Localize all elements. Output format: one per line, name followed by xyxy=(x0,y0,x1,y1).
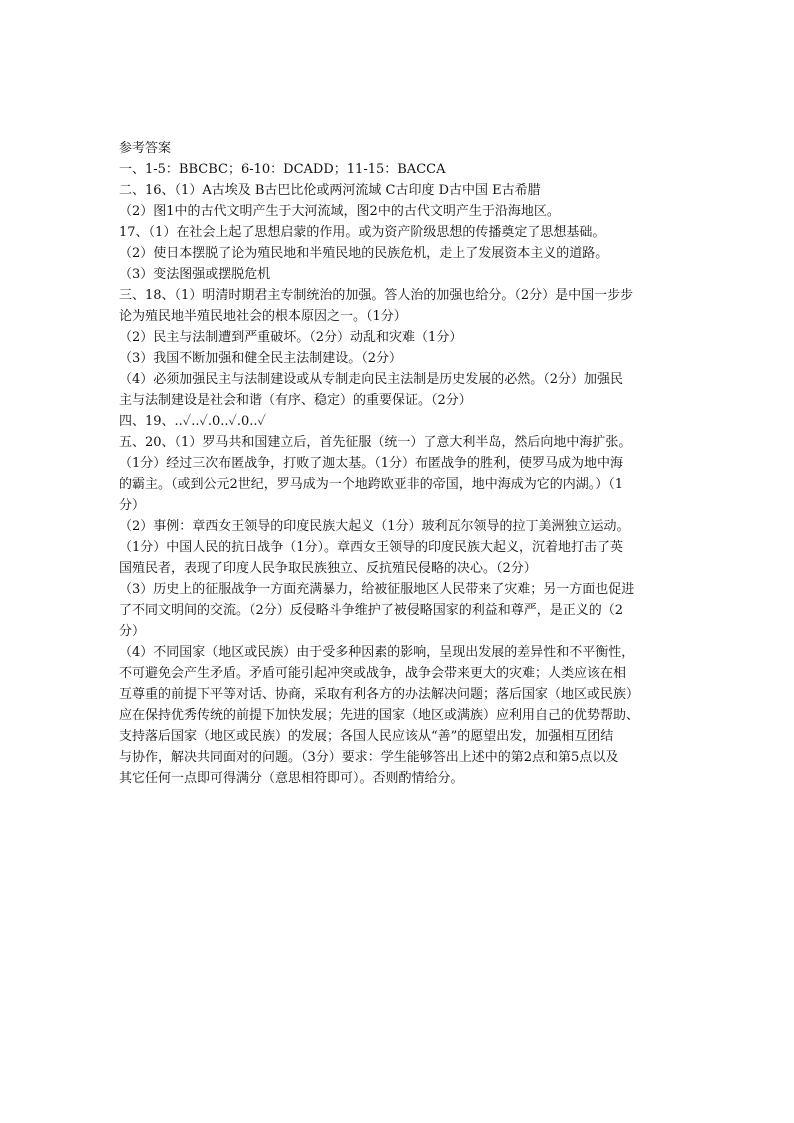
answer-line: 三、18、（1）明清时期君主专制统治的加强。答人治的加强也给分。（2分）是中国一步步 xyxy=(119,288,634,303)
answer-line: （2）使日本摆脱了论为殖民地和半殖民地的民族危机，走上了发展资本主义的道路。 xyxy=(119,246,609,261)
answer-line: 17、（1）在社会上起了思想启蒙的作用。或为资产阶级思想的传播奠定了思想基础。 xyxy=(119,225,606,240)
answer-line: 的霸主。（或到公元2世纪，罗马成为一个地跨欧亚非的帝国，地中海成为它的内湖。）（1 xyxy=(119,477,624,492)
answer-line: （4）不同国家（地区或民族）由于受多种因素的影响，呈现出发展的差异性和不平衡性， xyxy=(119,645,635,660)
answer-line: 了不同文明间的交流。（2分）反侵略斗争维护了被侵略国家的利益和尊严，是正义的（2 xyxy=(119,603,624,618)
answer-line: （3）变法图强或摆脱危机 xyxy=(119,267,271,282)
answer-line: 论为殖民地半殖民地社会的根本原因之一。（1分） xyxy=(119,309,407,324)
answer-line: 分） xyxy=(119,498,146,513)
answer-line: 不可避免会产生矛盾。矛盾可能引起冲突或战争，战争会带来更大的灾难；人类应该在相 xyxy=(119,666,627,681)
answer-line: 支持落后国家（地区或民族）的发展；各国人民应该从“善”的愿望出发，加强相互团结 xyxy=(119,729,614,744)
document-title: 参考答案 xyxy=(119,141,172,156)
answer-line: （2）图1中的古代文明产生于大河流域，图2中的古代文明产生于沿海地区。 xyxy=(119,204,560,219)
answer-line: 与协作，解决共同面对的问题。（3分）要求：学生能够答出上述中的第2点和第5点以及 xyxy=(119,750,619,765)
answer-line: （3）历史上的征服战争一方面充满暴力，给被征服地区人民带来了灾难；另一方面也促进 xyxy=(119,582,635,597)
answer-line: 二、16、（1）A古埃及 B古巴比伦或两河流域 C古印度 D古中国 E古希腊 xyxy=(119,183,541,198)
answer-line: （4）必须加强民主与法制建设或从专制走向民主法制是历史发展的必然。（2分）加强民 xyxy=(119,372,624,387)
answer-line: （2）民主与法制遭到严重破坏。（2分）动乱和灾难（1分） xyxy=(119,330,463,345)
answer-line: 分） xyxy=(119,624,146,639)
answer-line: 主与法制建设是社会和谐（有序、稳定）的重要保证。（2分） xyxy=(119,393,472,408)
answer-line: 五、20、（1）罗马共和国建立后，首先征服（统一）了意大利半岛，然后向地中海扩张。 xyxy=(119,435,632,450)
answer-line: （1分）中国人民的抗日战争（1分）。章西女王领导的印度民族大起义，沉着地打击了英 xyxy=(119,540,624,555)
answer-key-text xyxy=(119,138,679,789)
answer-line: 四、19、..✓..✓.0..✓.0..✓ xyxy=(119,414,266,429)
answer-line: 其它任何一点即可得满分（意思相符即可）。否则酌情给分。 xyxy=(119,771,464,786)
answer-line: 一、1-5：BBCBC；6-10：DCADD；11-15：BACCA xyxy=(119,162,446,177)
answer-line: （3）我国不断加强和健全民主法制建设。（2分） xyxy=(119,351,403,366)
answer-line: （2）事例：章西女王领导的印度民族大起义（1分）玻利瓦尔领导的拉丁美洲独立运动。 xyxy=(119,519,630,534)
answer-line: 应在保持优秀传统的前提下加快发展；先进的国家（地区或满族）应利用自己的优势帮助、 xyxy=(119,708,640,723)
answer-line: （1分）经过三次布匿战争，打败了迦太基。（1分）布匿战争的胜利，使罗马成为地中海 xyxy=(119,456,624,471)
answer-line: 国殖民者，表现了印度人民争取民族独立、反抗殖民侵略的决心。（2分） xyxy=(119,561,537,576)
answer-line: 互尊重的前提下平等对话、协商，采取有利各方的办法解决问题；落后国家（地区或民族） xyxy=(119,687,640,702)
